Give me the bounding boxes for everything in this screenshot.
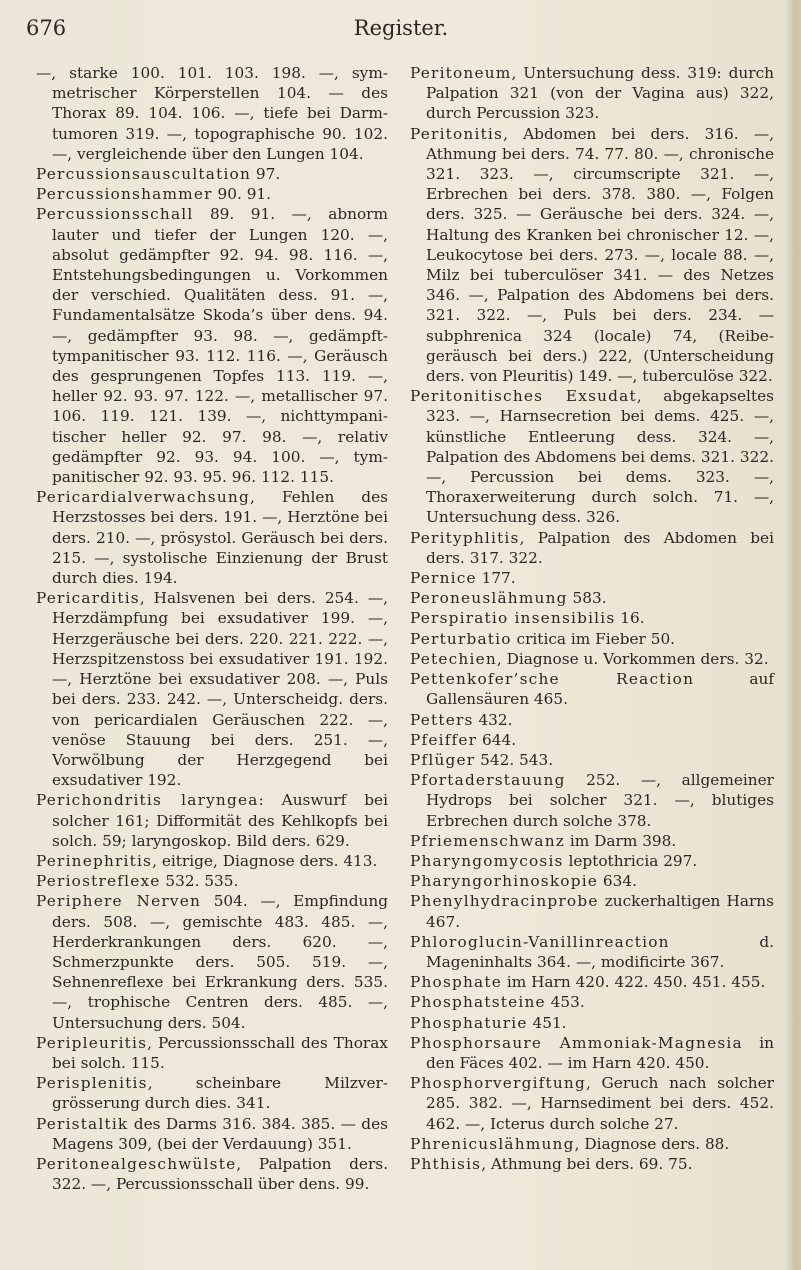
index-references: , Fehlen des Herzstosses bei ders. 191. —, Herztöne bei ders. 210. —, prösystol. Geräusch bei ders. 215. —, systolische Einzienung der Brust durch dies. 194.	[52, 488, 388, 588]
index-entry	[410, 932, 774, 972]
index-entry	[36, 891, 388, 1032]
index-references: , Palpation des Abdomen bei ders. 317. 322.	[426, 528, 774, 567]
index-references: 583.	[567, 589, 607, 608]
index-references: 451.	[527, 1013, 567, 1032]
index-term: Peristaltik	[36, 1114, 129, 1133]
index-references: d. Mageninhalts 364. —, modificirte 367.	[426, 932, 774, 971]
index-entry	[410, 568, 774, 588]
index-term: Pfriemenschwanz	[410, 831, 566, 850]
index-term: Pernice	[410, 569, 477, 588]
index-term: Phenylhydracinprobe	[410, 892, 599, 911]
index-references: 16.	[615, 609, 645, 628]
index-entry	[410, 710, 774, 730]
index-term: Periostreflexe	[36, 872, 161, 891]
index-entry	[410, 528, 774, 568]
index-entry	[36, 204, 388, 487]
index-term: Peroneuslähmung	[410, 589, 568, 608]
index-term: Pericarditis	[36, 589, 140, 608]
index-entry	[410, 730, 774, 750]
index-references: , Diagnose u. Vorkommen ders. 32.	[496, 649, 769, 668]
index-entry	[410, 851, 774, 871]
index-entry	[36, 588, 388, 790]
index-references: , scheinbare Milzvergrösserung durch dies. 341.	[52, 1074, 388, 1113]
index-references: critica im Fieber 50.	[511, 629, 676, 648]
index-term: Peritonealgeschwülste	[36, 1154, 237, 1173]
index-term: Phosphorsaure Ammoniak-Magnesia	[410, 1033, 743, 1052]
index-references: auf Gallensäuren 465.	[426, 670, 774, 709]
index-term: Peritonitisches Exsudat	[410, 387, 637, 406]
index-term: Phosphorvergiftung	[410, 1074, 586, 1093]
index-term: Perturbatio	[410, 629, 512, 648]
index-references: 89. 91. —, abnorm lauter und tiefer der Lungen 120. —, absolut gedämpfter 92. 94. 98. 116. —, Entstehungsbedingungen u. Vorkommen der verschied. Qualitäten dess. 91. —, Fundamentalsätze Skoda’s über dens. 94. —, gedämpfter 93. 98. —, gedämpft-tympanitischer 93. 112. 116. —, Geräusch des gesprungenen Topfes 113. 119. —, heller 92. 93. 97. 122. —, metallischer 97. 106. 119. 121. 139. —, nichttympanitischer heller 92. 97. 98. —, relativ gedämpfter 92. 93. 94. 100. —, tympanitischer 92. 93. 95. 96. 112. 115.	[52, 205, 388, 487]
index-entry	[410, 992, 774, 1012]
index-references: im Harn 420. 422. 450. 451. 455.	[501, 973, 766, 992]
index-entry	[36, 790, 388, 851]
index-entry	[410, 972, 774, 992]
index-references: , Palpation ders. 322. —, Percussionsschall über dens. 99.	[52, 1154, 388, 1194]
index-entry	[410, 63, 774, 124]
index-entry	[36, 1154, 388, 1194]
index-term: Pericardialverwachsung	[36, 488, 250, 507]
index-entry	[36, 164, 388, 184]
index-references: —, starke 100. 101. 103. 198. —, symmetrischer Körperstellen 104. — des Thorax 89. 104. 106. —, tiefe bei Darmtumoren 319. —, topographische 90. 102. —, vergleichende über den Lungen 104.	[36, 64, 388, 163]
index-entry	[410, 871, 774, 891]
index-term: Pfortaderstauung	[410, 771, 566, 790]
index-references: 453.	[545, 993, 585, 1012]
index-references: , eitrige, Diagnose ders. 413.	[152, 851, 378, 870]
index-entry	[36, 871, 388, 891]
index-term: Phrenicuslähmung	[410, 1134, 575, 1153]
page-number: 676	[26, 16, 67, 40]
index-column-right	[410, 63, 774, 1174]
index-references: 177.	[476, 569, 516, 588]
index-references: 532. 535.	[160, 872, 239, 891]
index-references: , Halsvenen bei ders. 254. —, Herzdämpfung bei exsudativer 199. —, Herzgeräusche bei ders. 220. 221. 222. —, Herzspitzenstoss bei exsudativer 191. 192. —, Herztöne bei exsudativer 208. —, Puls bei ders. 233. 242. —, Unterscheidg. ders. von pericardialen Geräuschen 222. —, venöse Stauung bei ders. 251. —, Vorwölbung der Herzgegend bei exsudativer 192.	[52, 589, 388, 790]
index-references: , Diagnose ders. 88.	[574, 1134, 730, 1153]
index-references: , Abdomen bei ders. 316. —, Athmung bei ders. 74. 77. 80. —, chronische 321. 323. —, circumscripte 321. —, Erbrechen bei ders. 378. 380. —, Folgen ders. 325. — Geräusche bei ders. 324. —, Haltung des Kranken bei chronischer 12. —, Leukocytose bei ders. 273. —, locale 88. —, Milz bei tuberculöser 341. — des Netzes 346. —, Palpation des Abdomens bei ders. 321. 322. —, Puls bei ders. 234. — subphrenica 324 (locale) 74, (Reibegeräusch bei ders.) 222, (Unterscheidung ders. von Pleuritis) 149. —, tuberculöse 322.	[426, 124, 774, 386]
index-entry	[36, 487, 388, 588]
index-entry	[410, 770, 774, 831]
index-term: Pettenkofer’sche Reaction	[410, 670, 695, 689]
index-references: , Untersuchung dess. 319: durch Palpation 321 (von der Vagina aus) 322, durch Percussion 323.	[426, 64, 774, 123]
index-column-left	[36, 63, 388, 1194]
index-term: Perinephritis	[36, 851, 153, 870]
index-references: 634.	[598, 872, 637, 891]
index-entry	[36, 851, 388, 871]
index-entry	[410, 831, 774, 851]
index-references: zuckerhaltigen Harns 467.	[426, 892, 774, 931]
index-term: Phloroglucin-Vanillinreaction	[410, 932, 670, 951]
index-entry	[410, 649, 774, 669]
index-entry	[410, 1033, 774, 1073]
index-references: 432.	[473, 710, 513, 729]
index-entry	[36, 63, 388, 164]
index-term: Phthisis	[410, 1154, 482, 1173]
index-term: Peripleuritis	[36, 1033, 148, 1052]
index-entry	[410, 386, 774, 527]
index-term: Peritonitis	[410, 124, 504, 143]
index-entry	[410, 124, 774, 387]
index-references: 252. —, allgemeiner Hydrops bei solcher 321. —, blutiges Erbrechen durch solche 378.	[426, 771, 774, 830]
index-references: 504. —, Empfindung ders. 508. —, gemischte 483. 485. —, Herderkrankungen ders. 620. —, Schmerzpunkte ders. 505. 519. —, Sehnenreflexe bei Erkrankung ders. 535. —, trophische Centren ders. 485. —, Untersuchung ders. 504.	[52, 892, 388, 1032]
index-references: 90. 91.	[212, 185, 272, 204]
index-term: Perityphlitis	[410, 528, 520, 547]
index-entry	[36, 1114, 388, 1154]
running-head: Register.	[353, 16, 449, 40]
index-references: , Geruch nach solcher 285. 382. —, Harnsediment bei ders. 452. 462. —, Icterus durch solche 27.	[426, 1074, 774, 1133]
index-references: , Athmung bei ders. 69. 75.	[481, 1154, 693, 1173]
index-term: Perspiratio insensibilis	[410, 609, 616, 628]
index-term: Percussionsauscultation	[36, 165, 251, 184]
index-term: Perisplenitis	[36, 1074, 148, 1093]
index-term: Percussionshammer	[36, 185, 213, 204]
index-references: 542. 543.	[475, 750, 554, 769]
index-term: Perichondritis laryngea	[36, 791, 259, 810]
index-references: : Auswurf bei solcher 161; Difformität des Kehlkopfs bei solch. 59; laryngoskop. Bild ders. 629.	[52, 791, 388, 850]
index-term: Pflüger	[410, 750, 476, 769]
index-references: des Darms 316. 384. 385. — des Magens 309, (bei der Verdauung) 351.	[52, 1114, 388, 1153]
index-entry	[410, 891, 774, 931]
index-entry	[410, 1073, 774, 1134]
index-term: Percussionsschall	[36, 205, 194, 224]
page-edge	[785, 0, 801, 1270]
index-entry	[36, 184, 388, 204]
index-term: Petters	[410, 710, 474, 729]
index-entry	[410, 1013, 774, 1033]
index-term: Phosphate	[410, 973, 502, 992]
index-references: leptothricia 297.	[563, 851, 698, 870]
index-term: Peritoneum	[410, 64, 512, 82]
index-entry	[36, 1033, 388, 1073]
index-entry	[410, 750, 774, 770]
index-references: , abgekapseltes 323. —, Harnsecretion bei dems. 425. —, künstliche Entleerung dess. 324. —, Palpation des Abdomens bei dems. 321. 322. —, Percussion bei dems. 323. —, Thoraxerweiterung durch solch. 71. —, Untersuchung dess. 326.	[426, 387, 774, 527]
index-term: Phosphaturie	[410, 1013, 528, 1032]
index-entry	[410, 1134, 774, 1154]
index-references: in den Fäces 402. — im Harn 420. 450.	[426, 1033, 774, 1072]
index-entry	[410, 608, 774, 628]
index-references: , Percussionsschall des Thorax bei solch. 115.	[52, 1033, 388, 1072]
index-entry	[410, 629, 774, 649]
index-term: Pharyngomycosis	[410, 851, 564, 870]
index-references: 97.	[251, 165, 281, 184]
index-term: Periphere Nerven	[36, 892, 202, 911]
index-entry	[36, 1073, 388, 1113]
index-entry	[410, 669, 774, 709]
index-term: Pfeiffer	[410, 730, 478, 749]
index-references: 644.	[477, 730, 517, 749]
index-term: Phosphatsteine	[410, 993, 546, 1012]
index-entry	[410, 588, 774, 608]
index-references: im Darm 398.	[565, 831, 677, 850]
index-entry	[410, 1154, 774, 1174]
page-header	[26, 16, 776, 46]
index-term: Petechien	[410, 649, 497, 668]
index-term: Pharyngorhinoskopie	[410, 872, 599, 891]
